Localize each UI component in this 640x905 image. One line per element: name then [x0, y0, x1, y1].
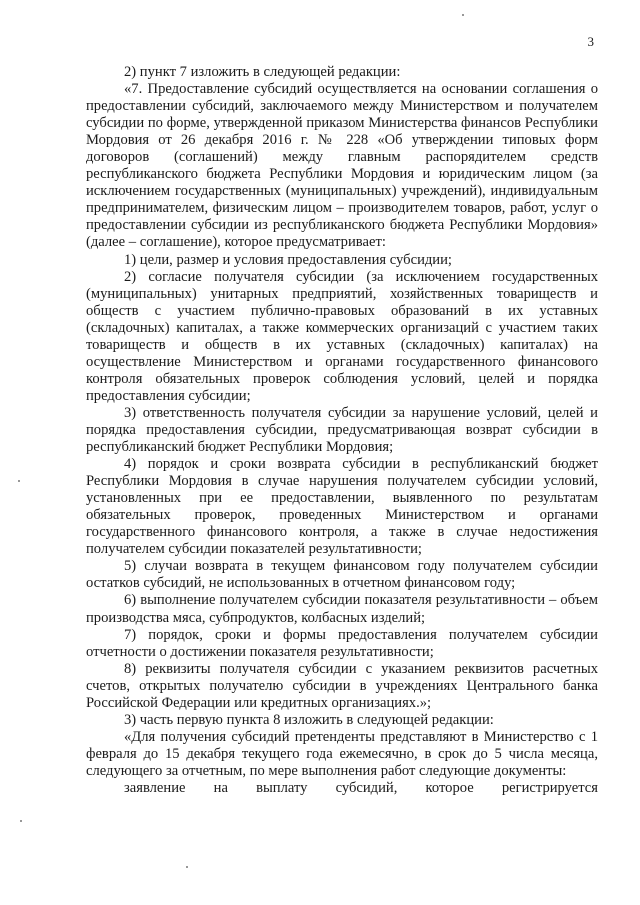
paragraph-sub-4: 4) порядок и сроки возврата субсидии в республиканский бюджет Республики Мордовия в случае нарушения получателем субсидии условий, установленных при ее предоставлении, выявленного по результатам обязательных проверок, проведенных Министерством и органами государственного финансового контроля, а также в случае недостижения получателем субсидии показателей результативности;: [86, 456, 598, 558]
paragraph-sub-1: 1) цели, размер и условия предоставления субсидии;: [124, 251, 452, 268]
scan-speck: [20, 820, 22, 822]
scan-speck: [462, 14, 464, 16]
paragraph-sub-6: 6) выполнение получателем субсидии показателя результативности – объем производства мяса, субпродуктов, колбасных изделий;: [86, 592, 598, 626]
page-number: 3: [587, 34, 594, 49]
document-body: [86, 64, 598, 797]
paragraph-sub-5: 5) случаи возврата в текущем финансовом году получателем субсидии остатков субсидий, не использованных в отчетном финансовом году;: [86, 558, 598, 592]
scan-speck: [18, 480, 20, 482]
paragraph-sub-7: 7) порядок, сроки и формы предоставления получателем субсидии отчетности о достижении показателя результативности;: [86, 626, 598, 660]
paragraph-amendment-item-2: 2) пункт 7 изложить в следующей редакции:: [124, 64, 401, 80]
scan-speck: [186, 866, 188, 868]
paragraph-amendment-item-3: 3) часть первую пункта 8 изложить в следующей редакции:: [124, 711, 494, 728]
paragraph-sub-3: 3) ответственность получателя субсидии за нарушение условий, целей и порядка предоставления субсидии, предусматривающая возврат субсидии в республиканский бюджет Республики Мордовия;: [86, 404, 598, 456]
paragraph-clause-7: «7. Предоставление субсидий осуществляется на основании соглашения о предоставлении субсидий, заключаемого между Министерством и получателем субсидии по форме, утвержденной приказом Министерства финансов Республики Мордовия от 26 декабря 2016 г. № 228 «Об утверждении типовых форм договоров (соглашений) между главным распорядителем средств республиканского бюджета Республики Мордовия и юридическим лицом (за исключением государственных (муниципальных) учреждений), индивидуальным предпринимателем, физическим лицом – производителем товаров, работ, услуг о предоставлении субсидии из республиканского бюджета Республики Мордовия» (далее – соглашение), которое предусматривает:: [86, 81, 598, 251]
paragraph-sub-2: 2) согласие получателя субсидии (за исключением государственных (муниципальных) унитарных предприятий, хозяйственных товариществ и обществ с участием публично-правовых образований в их уставных (складочных) капиталах, а также коммерческих организаций с участием таких товариществ и обществ в их уставных (складочных) капиталах) на осуществление Министерством и органами государственного финансового контроля обязательных проверок соблюдения условий, целей и порядка предоставления субсидии;: [86, 268, 598, 404]
paragraph-application: заявление на выплату субсидий, которое регистрируется: [124, 779, 598, 796]
paragraph-sub-8: 8) реквизиты получателя субсидии с указанием реквизитов расчетных счетов, открытых получателю субсидии в учреждениях Центрального банка Российской Федерации или кредитных организациях.»;: [86, 660, 598, 711]
paragraph-clause-8: «Для получения субсидий претенденты представляют в Министерство с 1 февраля до 15 декабря текущего года ежемесячно, в срок до 5 числа месяца, следующего за отчетным, по мере выполнения работ следующие документы:: [86, 728, 598, 779]
